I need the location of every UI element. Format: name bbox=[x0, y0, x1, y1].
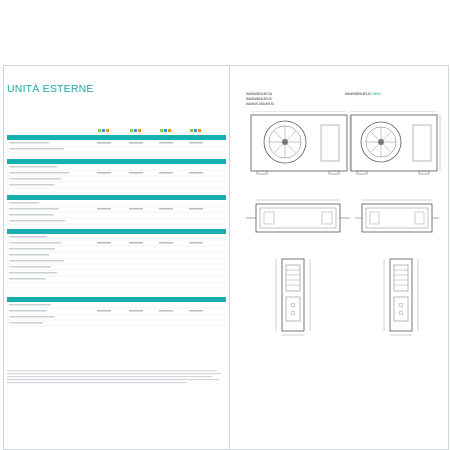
energy-class-chip bbox=[106, 129, 109, 132]
outdoor-unit-top-drawing-2 bbox=[354, 198, 440, 238]
footnotes bbox=[7, 370, 225, 388]
energy-class-chip bbox=[130, 129, 133, 132]
energy-class-chip bbox=[194, 129, 197, 132]
model-name: 5AMW82U4RJA bbox=[246, 92, 273, 96]
energy-class-chip bbox=[168, 129, 171, 132]
model-group-1 bbox=[246, 92, 274, 107]
model-group-2 bbox=[345, 92, 381, 97]
energy-class-chip bbox=[160, 129, 163, 132]
model-name: 5AMW82U4RJC bbox=[246, 97, 273, 101]
energy-class-chip bbox=[102, 129, 105, 132]
page-title: UNITÀ ESTERNE bbox=[7, 83, 94, 95]
energy-class-chip bbox=[98, 129, 101, 132]
outdoor-unit-side-drawing-2 bbox=[378, 253, 428, 337]
energy-class-chip bbox=[198, 129, 201, 132]
outdoor-unit-top-drawing-1 bbox=[244, 198, 352, 238]
spec-table bbox=[7, 135, 227, 365]
outdoor-unit-side-drawing-1 bbox=[270, 253, 320, 337]
energy-class-chip bbox=[190, 129, 193, 132]
outdoor-unit-front-drawing-2 bbox=[349, 111, 441, 177]
outdoor-unit-front-drawing-1 bbox=[249, 111, 351, 177]
energy-class-chip bbox=[164, 129, 167, 132]
model-name: 6AMW85U4RJC bbox=[345, 92, 372, 96]
energy-class-chip bbox=[134, 129, 137, 132]
energy-class-chip bbox=[138, 129, 141, 132]
new-badge: NEW bbox=[372, 92, 381, 96]
model-name: 5AMW105U4RJC bbox=[246, 102, 275, 106]
